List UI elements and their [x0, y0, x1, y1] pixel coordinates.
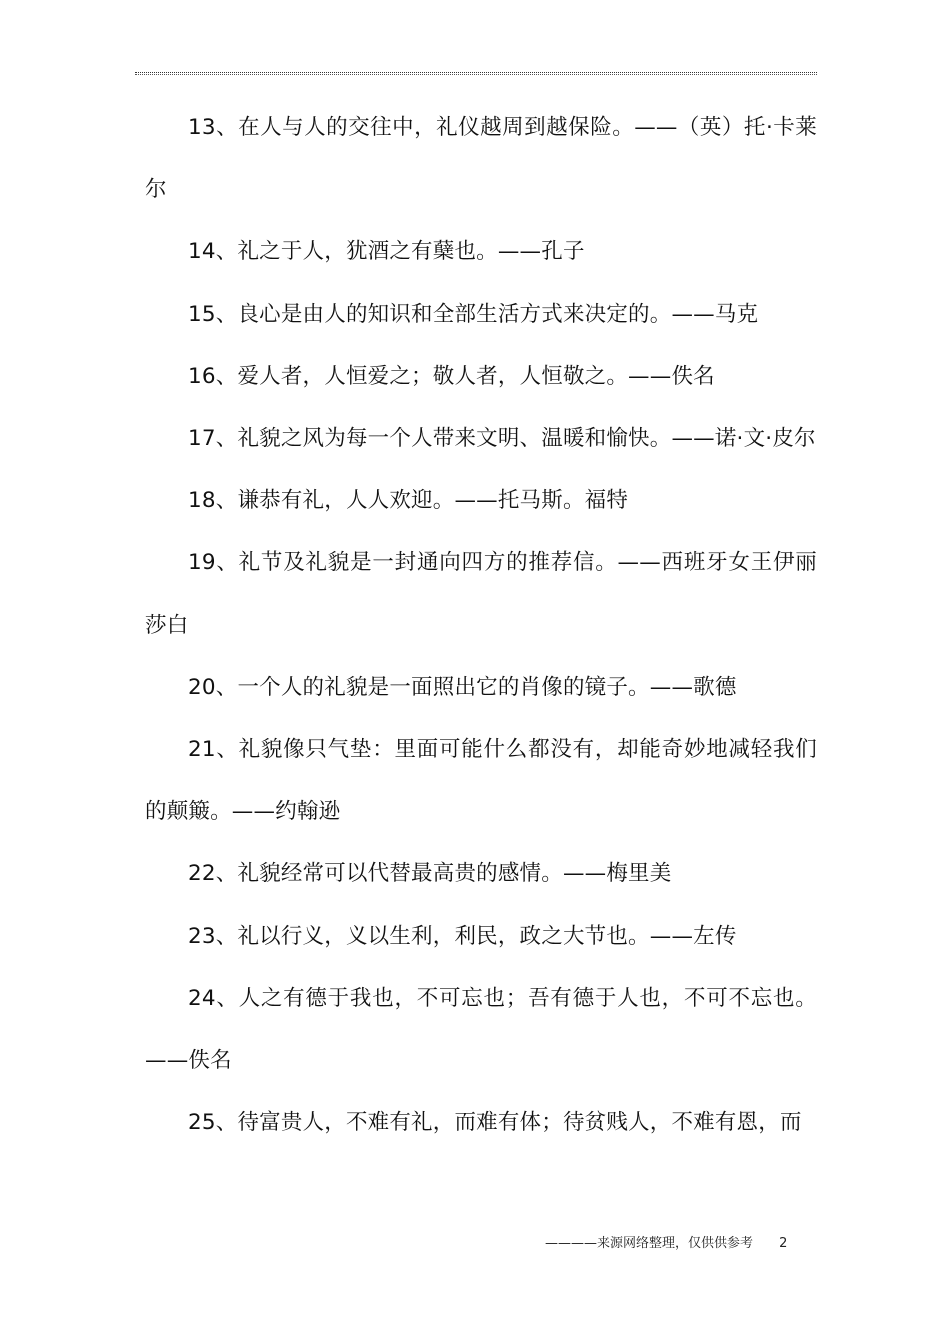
quote-25: 25、待富贵人，不难有礼，而难有体；待贫贱人，不难有恩，而 [188, 1110, 802, 1136]
quote-13: 13、在人与人的交往中，礼仪越周到越保险。——（英）托·卡莱尔 [145, 115, 817, 203]
quote-20: 20、一个人的礼貌是一面照出它的肖像的镜子。——歌德 [188, 674, 737, 700]
quote-14: 14、礼之于人，犹酒之有蘖也。——孔子 [188, 239, 585, 265]
quote-18: 18、谦恭有礼，人人欢迎。——托马斯。福特 [188, 488, 629, 514]
source-note: ————来源网络整理，仅供供参考 [545, 1236, 754, 1251]
quote-24: 24、人之有德于我也，不可忘也；吾有德于人也，不可不忘也。——佚名 [145, 985, 817, 1074]
page-footer [545, 1232, 787, 1251]
header-divider-secondary [135, 74, 817, 75]
quote-15: 15、良心是由人的知识和全部生活方式来决定的。——马克 [188, 301, 759, 327]
quote-17: 17、礼貌之风为每一个人带来文明、温暖和愉快。——诺·文·皮尔 [188, 426, 816, 452]
quote-21: 21、礼貌像只气垫：里面可能什么都没有，却能奇妙地减轻我们的颠簸。——约翰逊 [145, 737, 817, 825]
header-divider [135, 72, 817, 73]
quote-19: 19、礼节及礼貌是一封通向四方的推荐信。——西班牙女王伊丽莎白 [145, 550, 817, 638]
quote-list [145, 97, 817, 1154]
quote-16: 16、爱人者，人恒爱之；敬人者，人恒敬之。——佚名 [188, 363, 715, 389]
quote-23: 23、礼以行义，义以生利，利民，政之大节也。——左传 [188, 923, 737, 949]
page-number: 2 [779, 1236, 788, 1251]
quote-22: 22、礼貌经常可以代替最高贵的感情。——梅里美 [188, 861, 672, 887]
